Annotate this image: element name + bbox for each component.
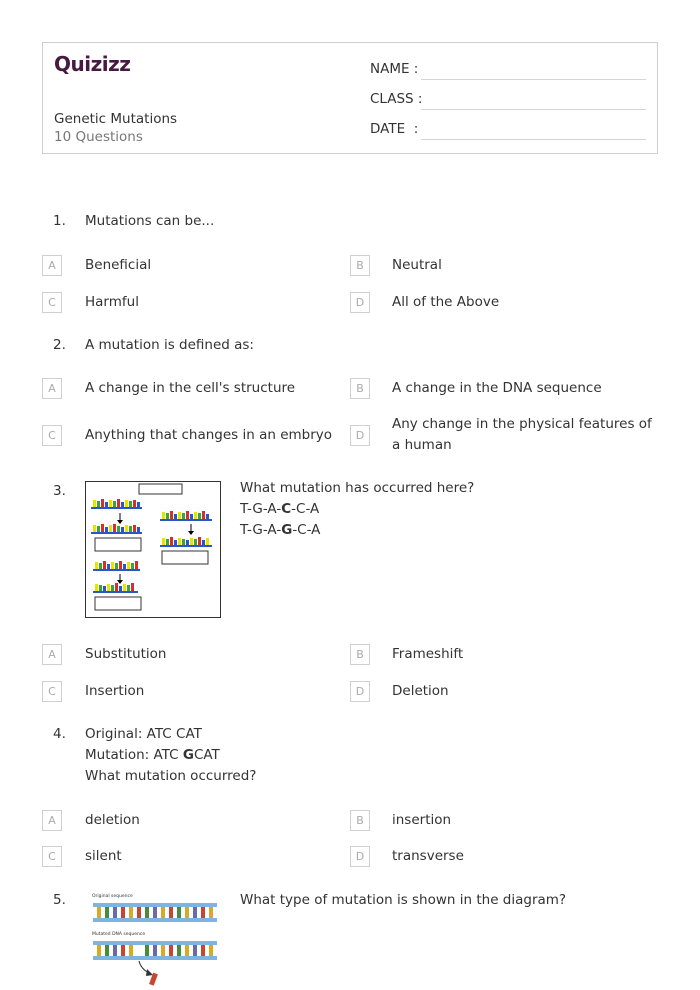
option-letter-box[interactable]: D xyxy=(350,292,370,313)
option-text: Deletion xyxy=(392,683,449,699)
question-number: 3. xyxy=(53,483,66,499)
question-text-mutation: Mutation: ATC GCAT xyxy=(85,747,220,763)
option-text: A change in the cell's structure xyxy=(85,380,296,396)
option-text: silent xyxy=(85,848,122,864)
question-number: 1. xyxy=(53,213,66,229)
question-text: What mutation has occurred here? xyxy=(240,480,475,496)
option-text: Harmful xyxy=(85,294,139,310)
question-count: 10 Questions xyxy=(54,129,143,145)
option-text: Substitution xyxy=(85,646,167,662)
class-line[interactable] xyxy=(421,109,646,110)
option-letter-box[interactable]: A xyxy=(42,810,62,831)
option-text: All of the Above xyxy=(392,294,500,310)
option-text: Frameshift xyxy=(392,646,464,662)
option-text: deletion xyxy=(85,812,140,828)
name-label: NAME : xyxy=(370,61,419,77)
question-text-original: Original: ATC CAT xyxy=(85,726,202,742)
option-letter-box[interactable]: A xyxy=(42,644,62,665)
question-text: Mutations can be... xyxy=(85,213,215,229)
diagram-label-mutated: Mutated DNA sequence xyxy=(92,932,146,937)
sequence-original: T-G-A-C-C-A xyxy=(240,501,320,517)
option-letter-box[interactable]: C xyxy=(42,292,62,313)
option-letter-box[interactable]: C xyxy=(42,681,62,702)
diagram-label-original: Original sequence xyxy=(92,894,133,899)
question-text-prompt: What mutation occurred? xyxy=(85,768,257,784)
option-letter-box[interactable]: C xyxy=(42,846,62,867)
class-label: CLASS : xyxy=(370,91,423,107)
date-label: DATE : xyxy=(370,121,419,137)
option-letter-box[interactable]: D xyxy=(350,846,370,867)
question-text: A mutation is defined as: xyxy=(85,337,254,353)
question-number: 4. xyxy=(53,726,66,742)
date-line[interactable] xyxy=(421,139,646,140)
mutation-types-diagram xyxy=(85,481,221,618)
question-number: 5. xyxy=(53,892,66,908)
quizizz-logo: Quizizz xyxy=(54,52,131,76)
option-text: Anything that changes in an embryo xyxy=(85,427,333,443)
dna-mutation-diagram xyxy=(89,889,219,989)
option-letter-box[interactable]: A xyxy=(42,255,62,276)
option-text: Neutral xyxy=(392,257,442,273)
sequence-mutated: T-G-A-G-C-A xyxy=(240,522,321,538)
quiz-title: Genetic Mutations xyxy=(54,111,178,127)
question-number: 2. xyxy=(53,337,66,353)
option-letter-box[interactable]: C xyxy=(42,425,62,446)
option-letter-box[interactable]: D xyxy=(350,425,370,446)
option-text: Beneficial xyxy=(85,257,152,273)
option-letter-box[interactable]: B xyxy=(350,255,370,276)
option-text: Insertion xyxy=(85,683,145,699)
option-letter-box[interactable]: A xyxy=(42,378,62,399)
name-line[interactable] xyxy=(421,79,646,80)
option-text: A change in the DNA sequence xyxy=(392,380,602,396)
option-text: insertion xyxy=(392,812,452,828)
option-text: transverse xyxy=(392,848,464,864)
option-letter-box[interactable]: B xyxy=(350,644,370,665)
worksheet-header xyxy=(42,42,658,154)
option-letter-box[interactable]: D xyxy=(350,681,370,702)
option-letter-box[interactable]: B xyxy=(350,810,370,831)
option-letter-box[interactable]: B xyxy=(350,378,370,399)
question-text: What type of mutation is shown in the diagram? xyxy=(240,892,567,908)
option-text: Any change in the physical features of a human xyxy=(392,416,652,453)
